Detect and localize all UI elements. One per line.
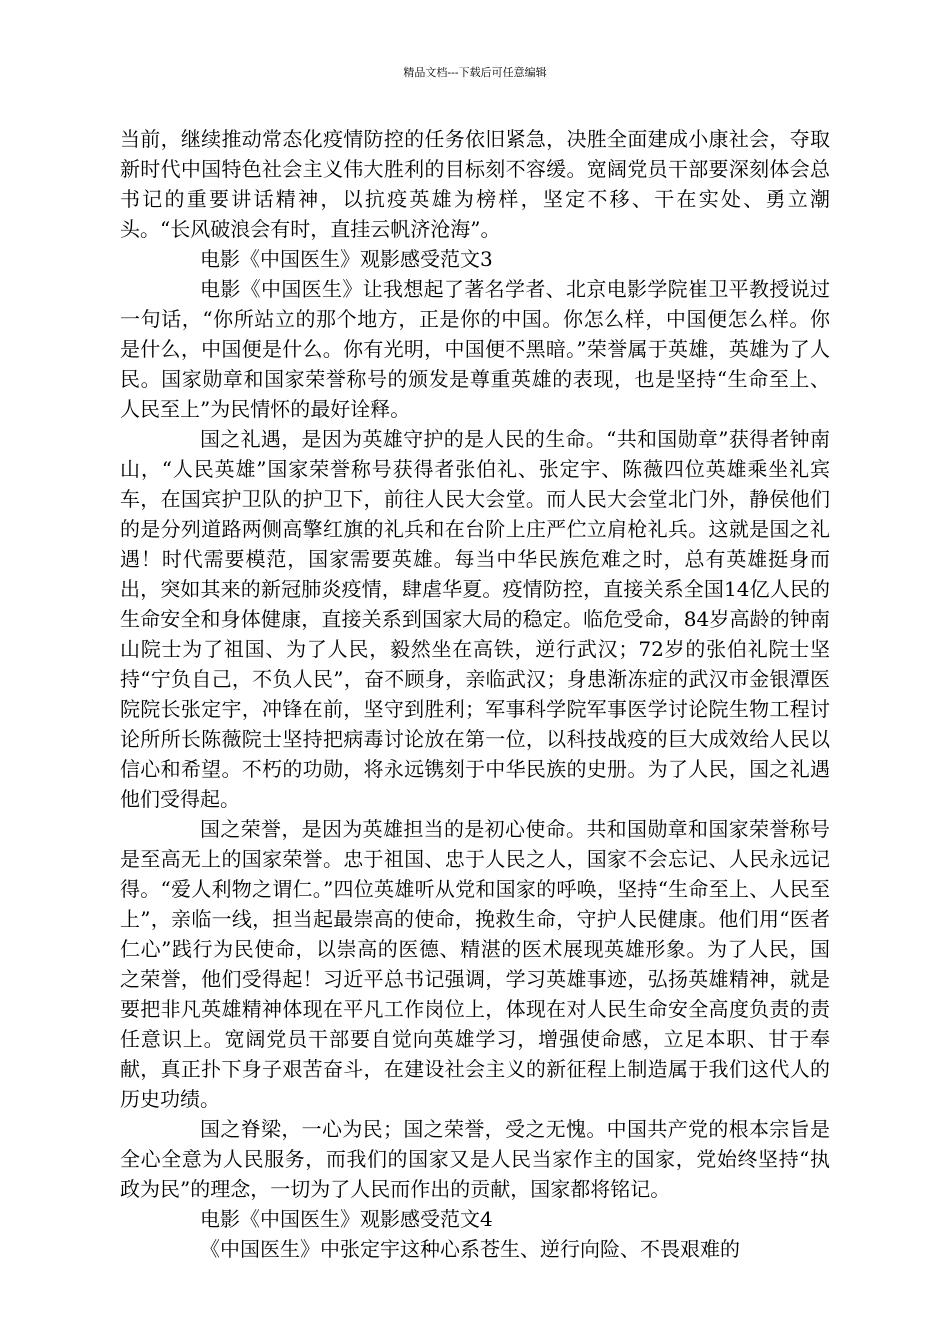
document-body	[120, 124, 830, 1264]
section-heading: 电影《中国医生》观影感受范文4	[200, 1207, 493, 1231]
paragraph: 国之礼遇，是因为英雄守护的是人民的生命。“共和国勋章”获得者钟南山，“人民英雄”国家荣誉称号获得者张伯礼、张定宇、陈薇四位英雄乘坐礼宾车，在国宾护卫队的护卫下，前往人民大会堂。而人民大会堂北门外，静侯他们的是分列道路两侧高擎红旗的礼兵和在台阶上庄严伫立肩枪礼兵。这就是国之礼遇！时代需要模范，国家需要英雄。每当中华民族危难之时，总有英雄挺身而出，突如其来的新冠肺炎疫情，肆虐华夏。疫情防控，直接关系全国14亿人民的生命安全和身体健康，直接关系到国家大局的稳定。临危受命，84岁高龄的钟南山院士为了祖国、为了人民，毅然坐在高铁，逆行武汉；72岁的张伯礼院士坚持“宁负自己，不负人民”，奋不顾身，亲临武汉；身患渐冻症的武汉市金银潭医院院长张定宇，冲锋在前，坚守到胜利；军事科学院军事医学讨论院生物工程讨论所所长陈薇院士坚持把病毒讨论放在第一位，以科技战疫的巨大成效给人民以信心和希望。不朽的功勋，将永远镌刻于中华民族的史册。为了人民，国之礼遇他们受得起。	[120, 427, 830, 811]
paragraph: 当前，继续推动常态化疫情防控的任务依旧紧急，决胜全面建成小康社会，夺取新时代中国特色社会主义伟大胜利的目标刻不容缓。宽阔党员干部要深刻体会总书记的重要讲话精神，以抗疫英雄为榜样，坚定不移、干在实处、勇立潮头。“长风破浪会有时，直挂云帆济沧海”。	[120, 127, 830, 241]
page-header: 精品文档---下载后可任意编辑	[403, 66, 547, 79]
paragraph: 电影《中国医生》让我想起了著名学者、北京电影学院崔卫平教授说过一句话，“你所站立的那个地方，正是你的中国。你怎么样，中国便怎么样。你是什么，中国便是什么。你有光明，中国便不黑暗。”荣誉属于英雄，英雄为了人民。国家勋章和国家荣誉称号的颁发是尊重英雄的表现，也是坚持“生命至上、人民至上”为民情怀的最好诠释。	[120, 277, 830, 421]
paragraph: 国之脊梁，一心为民；国之荣誉，受之无愧。中国共产党的根本宗旨是全心全意为人民服务，而我们的国家又是人民当家作主的国家，党始终坚持“执政为民”的理念，一切为了人民而作出的贡献，国家都将铭记。	[120, 1117, 830, 1201]
paragraph: 《中国医生》中张定宇这种心系苍生、逆行向险、不畏艰难的	[200, 1237, 740, 1261]
section-heading: 电影《中国医生》观影感受范文3	[200, 247, 493, 271]
paragraph: 国之荣誉，是因为英雄担当的是初心使命。共和国勋章和国家荣誉称号是至高无上的国家荣誉。忠于祖国、忠于人民之人，国家不会忘记、人民永远记得。“爱人利物之谓仁。”四位英雄听从党和国家的呼唤，坚持“生命至上、人民至上”，亲临一线，担当起最崇高的使命，挽救生命，守护人民健康。他们用“医者仁心”践行为民使命，以崇高的医德、精湛的医术展现英雄形象。为了人民，国之荣誉，他们受得起！习近平总书记强调，学习英雄事迹，弘扬英雄精神，就是要把非凡英雄精神体现在平凡工作岗位上，体现在对人民生命安全高度负责的责任意识上。宽阔党员干部要自觉向英雄学习，增强使命感，立足本职、甘于奉献，真正扑下身子艰苦奋斗，在建设社会主义的新征程上制造属于我们这代人的历史功绩。	[120, 817, 830, 1111]
